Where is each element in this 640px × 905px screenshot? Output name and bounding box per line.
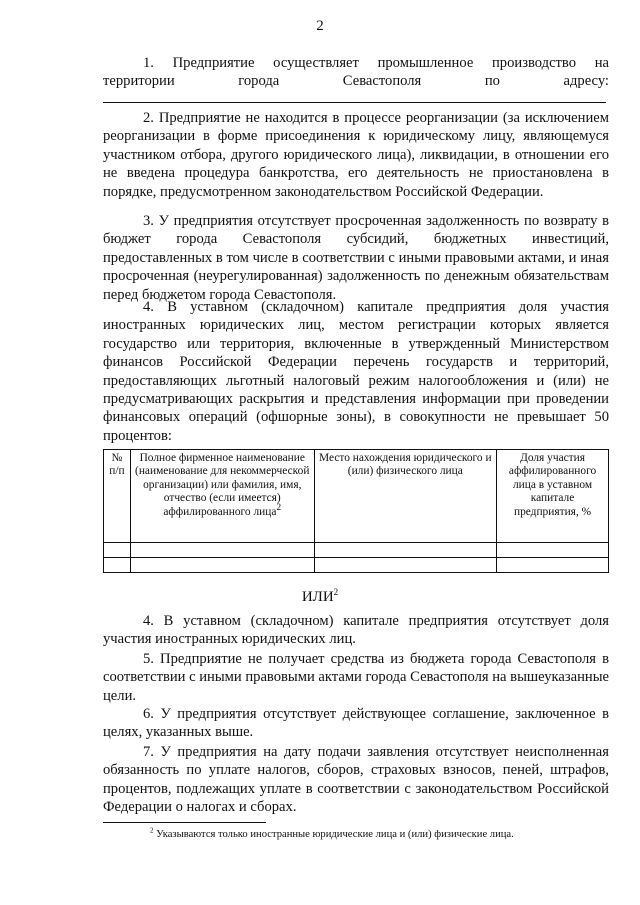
paragraph-7: 7. У предприятия на дату подачи заявления отсутствует неисполненная обязанность по уплате налогов, сборов, страховых взносов, пеней, штрафов, процентов, подлежащих уплате в соответствии с законодательством Российской Федерации о налогах и сборах. [103,744,609,816]
alternative-heading: ИЛИ$^2$ [301,587,339,605]
paragraph-4: 4. В уставном (складочном) капитале предприятия доля участия иностранных юридических лиц, местом регистрации которых является государство или территория, включенные в утвержденный Министерством финансов Российской Федерации перечень государств и территорий, предоставляющих льготный налоговый режим налогообложения и (или) не предусматривающих раскрытия и представления информации при проведении финансовых операций (офшорные зоны), в совокупности не превышает 50 процентов: [103,299,609,444]
footnote: $^2$ Указываются только иностранные юридические лица и (или) физические лица. [150,826,514,840]
table-row [104,558,609,573]
affiliates-table [103,449,609,573]
page-number: 2 [316,18,324,34]
col-header-number: № п/п [104,450,131,543]
col-header-share: Доля участия аффилированного лица в уставном капитале предприятия, % [497,450,609,543]
paragraph-6: 6. У предприятия отсутствует действующее соглашение, заключенное в целях, указанных выше. [103,706,609,741]
paragraph-4-alternative: 4. В уставном (складочном) капитале предприятия отсутствует доля участия иностранных юридических лиц. [103,613,609,648]
table-header-row [104,450,609,543]
col-header-name: Полное фирменное наименование (наименование для некоммерческой организации) или фамилия, имя, отчество (если имеется) аффилированного лица$^2$ [130,450,314,543]
address-blank-line [103,102,606,103]
paragraph-5: 5. Предприятие не получает средства из бюджета города Севастополя в соответствии с иными правовыми актами города Севастополя на вышеуказанные цели. [103,651,610,704]
footnote-separator [103,822,266,823]
paragraph-2: 2. Предприятие не находится в процессе реорганизации (за исключением реорганизации в форме присоединения к юридическому лицу, являющемуся участником отбора, другого юридического лица), ликвидации, в отношении его не введена процедура банкротства, его деятельность не приостановлена в порядке, предусмотренном законодательством Российской Федерации. [103,110,609,200]
paragraph-1: 1. Предприятие осуществляет промышленное производство на территории города Севастополя по адресу: [103,55,609,90]
col-header-location: Место нахождения юридического и (или) физического лица [314,450,497,543]
table-row [104,543,609,558]
paragraph-3: 3. У предприятия отсутствует просроченная задолженность по возврату в бюджет города Севастополя субсидий, бюджетных инвестиций, предоставленных в том числе в соответствии с иными правовыми актами, и иная просроченная (неурегулированная) задолженность по денежным обязательствам перед бюджетом города Севастополя. [103,213,609,303]
